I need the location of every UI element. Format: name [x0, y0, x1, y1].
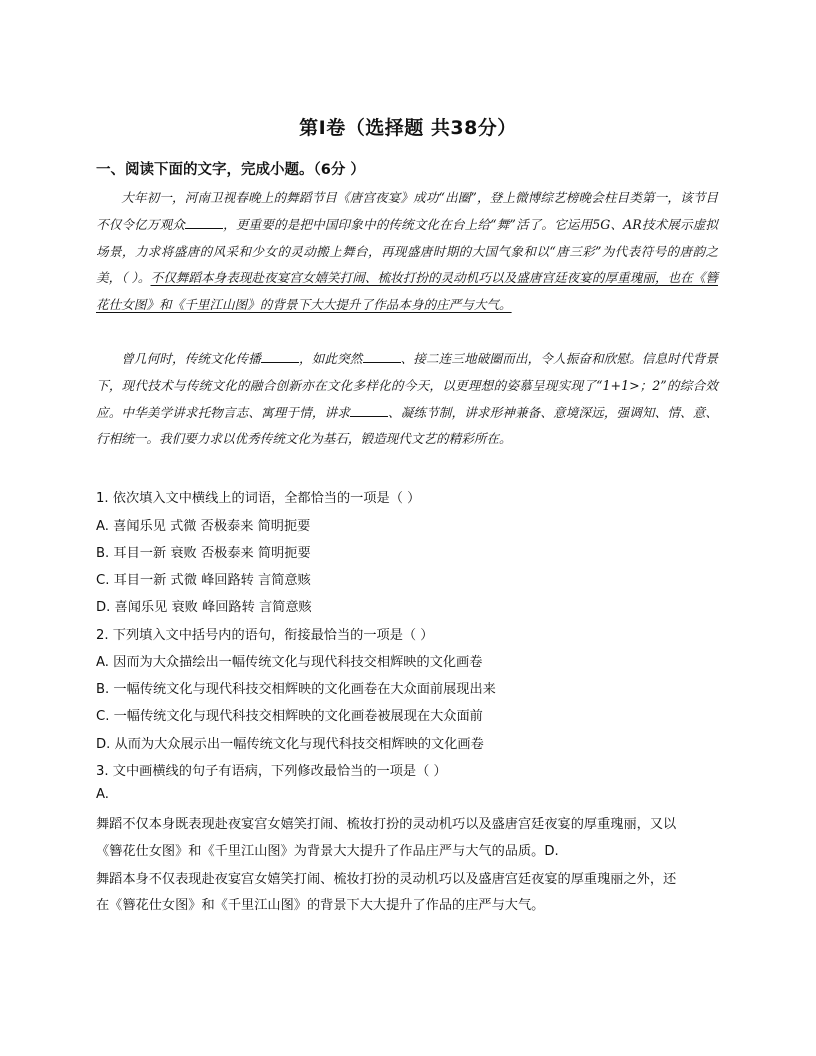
question-3: 3. 文中画横线的句子有语病，下列修改最恰当的一项是（ ）: [96, 764, 447, 779]
passage-paragraph-1: [96, 185, 718, 319]
question-2-option-c: C. 一幅传统文化与现代科技交相辉映的文化画卷被展现在大众面前: [96, 709, 483, 724]
question-1: 1. 依次填入文中横线上的词语，全都恰当的一项是（ ）: [96, 491, 421, 506]
fill-blank: [185, 215, 223, 229]
question-2-option-b: B. 一幅传统文化与现代科技交相辉映的文化画卷在大众面前展现出来: [96, 682, 496, 697]
question-2-option-d: D. 从而为大众展示出一幅传统文化与现代科技交相辉映的文化画卷: [96, 737, 484, 752]
underlined-sentence: 不仅舞蹈本身表现赴夜宴宫女嬉笑打闹、梳妆打扮的灵动机巧以及盛唐宫廷夜宴的厚重瑰丽，也在《簪花仕女图》和《千里江山图》的背景下大大提升了作品本身的庄严与大气。: [96, 270, 719, 313]
question-2: 2. 下列填入文中括号内的语句，衔接最恰当的一项是（ ）: [96, 628, 434, 643]
question-3-option-a-label: A.: [96, 787, 109, 802]
question-3-option-text: 舞蹈本身不仅表现赴夜宴宫女嬉笑打闹、梳妆打扮的灵动机巧以及盛唐宫廷夜宴的厚重瑰丽之外，还: [96, 872, 677, 887]
question-1-option-a: A. 喜闻乐见 式微 否极泰来 简明扼要: [96, 519, 311, 534]
question-3-option-text: 《簪花仕女图》和《千里江山图》为背景大大提升了作品庄严与大气的品质。D.: [96, 844, 559, 859]
page-title: 第Ⅰ卷（选择题 共38分）: [299, 117, 517, 139]
passage-text: 、接二连三地破圈而出，令人振奋和欣慰。信息时代背景下，现代技术与传统文化的融合创新亦在文化多样化的今天，以更理想的姿慕呈现实现了“1+1>；2”的综合效应。中华美学讲求托物言志、寓理于情，讲求: [96, 351, 719, 420]
question-3-option-text: 舞蹈不仅本身既表现赴夜宴宫女嬉笑打闹、梳妆打扮的灵动机巧以及盛唐宫廷夜宴的厚重瑰丽，又以: [96, 817, 677, 832]
question-1-option-b: B. 耳目一新 衰败 否极泰来 简明扼要: [96, 546, 311, 561]
section-heading: 一、阅读下面的文字，完成小题。（6分 ）: [96, 162, 365, 178]
question-1-option-d: D. 喜闻乐见 衰败 峰回路转 言简意赅: [96, 600, 312, 615]
question-3-option-text: 在《簪花仕女图》和《千里江山图》的背景下大大提升了作品的庄严与大气。: [96, 898, 545, 913]
passage-text: 曾几何时，传统文化传播: [121, 351, 261, 366]
passage-text: ，如此突然: [298, 351, 363, 366]
question-2-option-a: A. 因而为大众描绘出一幅传统文化与现代科技交相辉映的文化画卷: [96, 655, 483, 670]
passage-text: ，更重要的是把中国印象中的传统文化在台上给“舞”活了。它运用5G、AR技术展示虚拟场景，力求将盛唐的风采和少女的灵动搬上舞台，再现盛唐时期的大国气象和以“唐三彩”为代表符号的唐韵之美，（ ）。: [96, 216, 718, 286]
passage-text: 大年初一，河南卫视春晚上的舞蹈节目《唐宫夜宴》成功“出圈”，登上微博综艺榜晚会柱目类第一，该节目不仅令亿万观众: [96, 190, 718, 232]
fill-blank: [363, 349, 401, 363]
fill-blank: [261, 349, 299, 363]
question-1-option-c: C. 耳目一新 式微 峰回路转 言简意赅: [96, 573, 311, 588]
passage-text: 、凝练节制，讲求形神兼备、意境深远，强调知、情、意、行相统一。我们要力求以优秀传统文化为基石，锻造现代文艺的精彩所在。: [96, 404, 719, 447]
passage-paragraph-2: [96, 346, 718, 453]
fill-blank: [350, 403, 388, 417]
